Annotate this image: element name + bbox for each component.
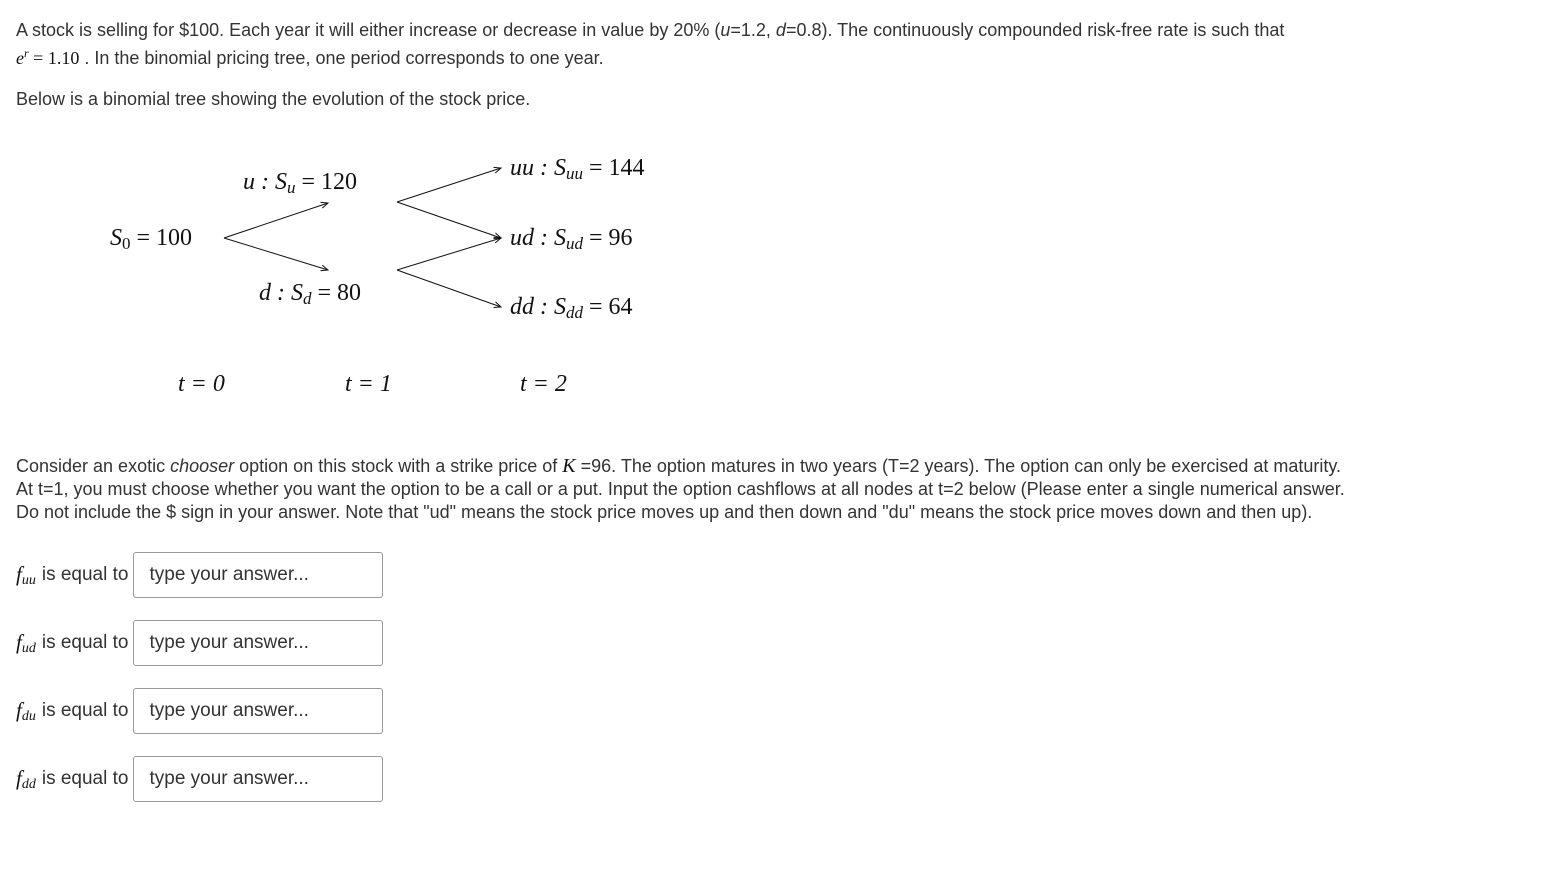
node-ud: ud : Sud = 96 [510,225,633,253]
binomial-tree [0,130,720,410]
u-var: u [720,20,731,40]
intro-text: =0.8). The continuously compounded risk-free rate is such that [785,20,1285,40]
edge-0-d [224,238,328,270]
node-s0: S0 = 100 [110,225,193,253]
f-uu-input[interactable] [133,552,383,598]
edge-d-dd [397,270,501,307]
answer-label: is equal to [41,700,129,721]
answer-label: is equal to [41,632,129,653]
f-du-symbol: $f_{du}$ [16,697,36,724]
edge-d-ud [397,238,501,270]
edge-u-ud [397,202,501,238]
e-var: e [16,48,24,68]
answer-row-du [16,687,383,735]
time-label-t2: t = 2 [520,371,567,397]
r-exponent: r [24,46,29,60]
f-uu-symbol: $f_{uu}$ [16,561,36,588]
chooser-emphasis: chooser [170,456,235,476]
node-dd: dd : Sdd = 64 [510,294,633,322]
tree-caption: Below is a binomial tree showing the evolution of the stock price. [16,89,531,109]
edge-u-uu [397,168,501,202]
intro-text: =1.2, [730,20,776,40]
node-u: u : Su = 120 [243,169,358,197]
time-label-t0: t = 0 [178,371,225,397]
question-text: option on this stock with a strike price of [234,456,563,476]
answer-row-uu [16,551,383,599]
rate-value: = 1.10 [28,48,80,68]
intro-line-1 [16,19,1284,42]
f-du-input[interactable] [133,688,383,734]
question-text: =96. The option matures in two years (T=2 years). The option can only be exercised at maturity. [575,456,1342,476]
question-text: Consider an exotic [16,456,171,476]
f-dd-symbol: $f_{dd}$ [16,765,36,792]
answer-row-dd [16,755,383,803]
question-line-1 [16,455,1341,478]
f-ud-input[interactable] [133,620,383,666]
intro-text: A stock is selling for $100. Each year it will either increase or decrease in value by 20% ( [16,20,721,40]
intro-line-2 [16,42,604,70]
question-line-3: Do not include the $ sign in your answer. Note that "ud" means the stock price moves up and then down and "du" means the stock price moves down and then up). [16,502,1313,522]
answer-label: is equal to [41,768,129,789]
edge-0-u [224,203,328,238]
node-d: d : Sd = 80 [259,280,362,308]
d-var: d [775,20,786,40]
k-var: K [562,455,576,477]
f-ud-symbol: $f_{ud}$ [16,629,36,656]
intro-text: . In the binomial pricing tree, one period corresponds to one year. [79,48,604,68]
time-label-t1: t = 1 [345,371,392,397]
f-dd-input[interactable] [133,756,383,802]
node-uu: uu : Suu = 144 [510,155,645,183]
answer-label: is equal to [41,564,129,585]
question-line-2: At t=1, you must choose whether you want the option to be a call or a put. Input the option cashflows at all nodes at t=2 below (Please enter a single numerical answer. [16,479,1345,499]
answer-row-ud [16,619,383,667]
